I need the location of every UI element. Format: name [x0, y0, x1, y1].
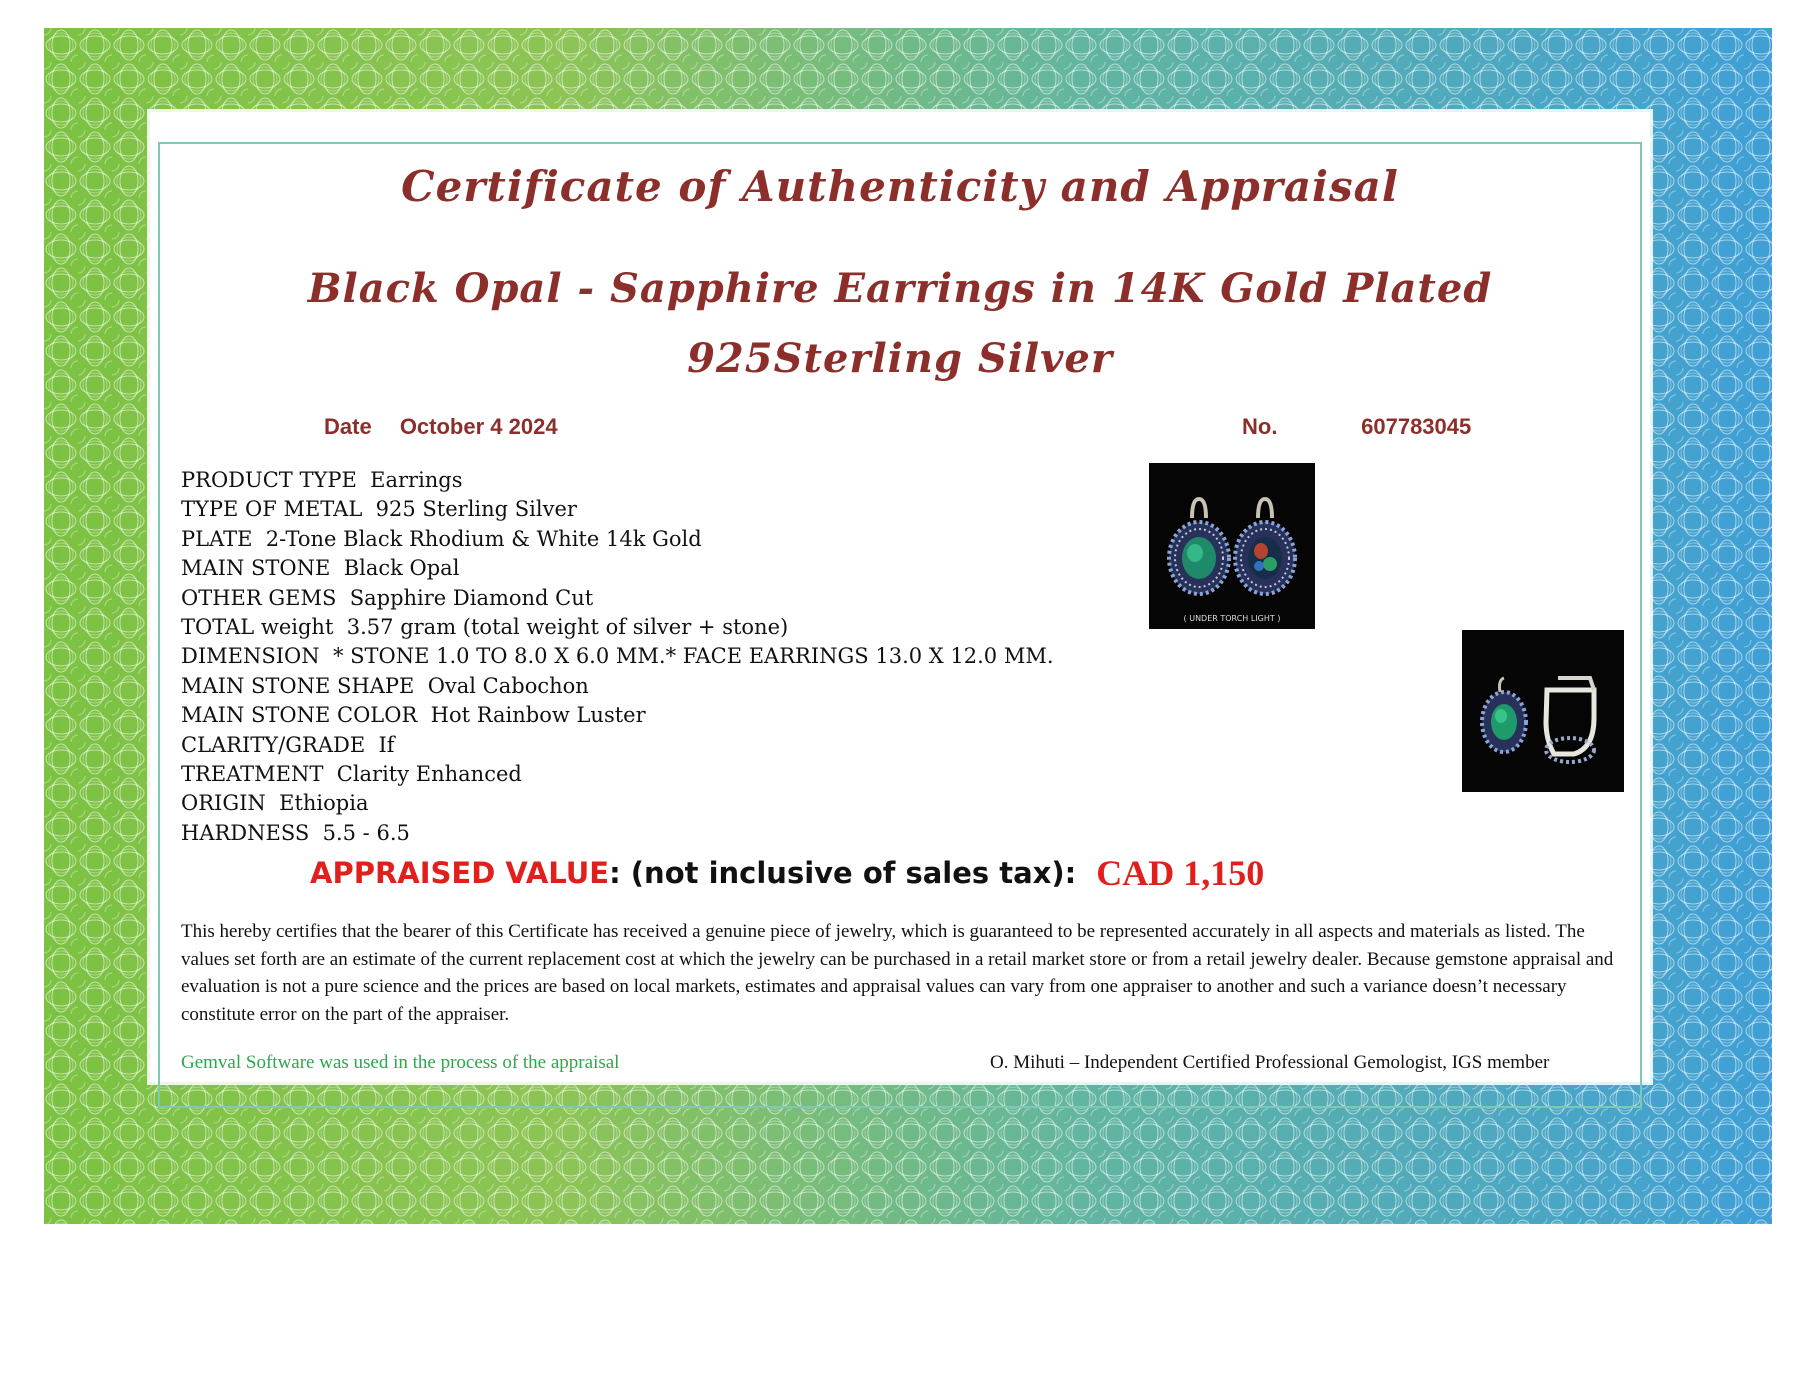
spec-value: Ethiopia [279, 791, 369, 816]
certificate-title: Certificate of Authenticity and Appraisal [401, 162, 1399, 211]
spec-row [181, 584, 1054, 613]
spec-label: DIMENSION [181, 644, 320, 669]
spec-value: 3.57 gram (total weight of silver + stone) [346, 615, 789, 640]
spec-row [181, 554, 1054, 583]
spec-value: 925 Sterling Silver [375, 497, 577, 522]
spec-row [181, 789, 1054, 818]
earrings-front-image [1149, 463, 1315, 629]
spec-value: 2-Tone Black Rhodium & White 14k Gold [265, 526, 702, 551]
date-field [324, 414, 558, 440]
spec-row [181, 731, 1054, 760]
spec-label: PLATE [181, 526, 253, 551]
certificate-number-field [1242, 414, 1471, 440]
spec-value: Earrings [370, 468, 463, 492]
product-title: Black Opal - Sapphire Earrings in 14K Gold Plated 925Sterling Silver [307, 265, 1493, 382]
spec-value: Hot Rainbow Luster [430, 703, 646, 728]
spec-value: If [378, 732, 395, 757]
spec-label: TYPE OF METAL [181, 497, 363, 522]
earrings-photo-side [1462, 630, 1624, 792]
number-value: 607783045 [1361, 414, 1472, 439]
number-label: No. [1242, 414, 1278, 439]
earrings-photo-front [1149, 463, 1315, 629]
spec-row [181, 672, 1054, 701]
legal-statement: This hereby certifies that the bearer of this Certificate has received a genuine piece of jewelry, which is guaranteed to be represented accurately in all aspects and materials as listed. The values set forth are an estimate of the current replacement cost at which the jewelry can be purchased in a retail market store or from a retail jewelry dealer. Because gemstone appraisal and evaluation is not a pure science and the prices are based on local markets, estimates and appraisal values can vary from one appraiser to another and such a variance doesn’t necessary constitute error on the part of the appraiser. [181, 921, 1614, 1025]
spec-label: MAIN STONE SHAPE [181, 673, 415, 698]
appraised-price: CAD 1,150 [1096, 853, 1265, 893]
spec-value: Clarity Enhanced [336, 762, 522, 787]
spec-row [181, 613, 1054, 642]
spec-row [181, 819, 1054, 848]
spec-label: PRODUCT TYPE [181, 468, 357, 492]
spec-list [181, 466, 1054, 848]
spec-value: Sapphire Diamond Cut [349, 585, 594, 610]
spec-value: 5.5 - 6.5 [322, 820, 410, 845]
spec-row [181, 760, 1054, 789]
appraised-value [310, 850, 1264, 892]
spec-row [181, 495, 1054, 524]
date-label: Date [324, 414, 372, 439]
spec-label: TOTAL weight [181, 615, 334, 640]
appraised-note: : (not inclusive of sales tax): [609, 856, 1077, 890]
spec-value: Oval Cabochon [427, 673, 589, 698]
spec-row [181, 701, 1054, 730]
spec-value: * STONE 1.0 TO 8.0 X 6.0 MM.* FACE EARRINGS 13.0 X 12.0 MM. [332, 644, 1054, 669]
spec-label: ORIGIN [181, 791, 266, 816]
appraised-label: APPRAISED VALUE [310, 856, 610, 890]
spec-row [181, 642, 1054, 671]
photo-caption: ( UNDER TORCH LIGHT ) [1183, 614, 1281, 623]
spec-label: OTHER GEMS [181, 585, 337, 610]
spec-label: HARDNESS [181, 820, 310, 845]
software-note: Gemval Software was used in the process of the appraisal [181, 1052, 620, 1073]
spec-row [181, 525, 1054, 554]
spec-label: CLARITY/GRADE [181, 732, 366, 757]
spec-value: Black Opal [343, 556, 460, 581]
spec-label: TREATMENT [181, 762, 324, 787]
gemologist-signature: O. Mihuti – Independent Certified Professional Gemologist, IGS member [990, 1052, 1550, 1073]
date-value: October 4 2024 [399, 414, 558, 439]
spec-row [181, 466, 1054, 495]
spec-label: MAIN STONE COLOR [181, 703, 418, 728]
spec-label: MAIN STONE [181, 556, 331, 581]
earrings-side-image [1462, 630, 1624, 792]
